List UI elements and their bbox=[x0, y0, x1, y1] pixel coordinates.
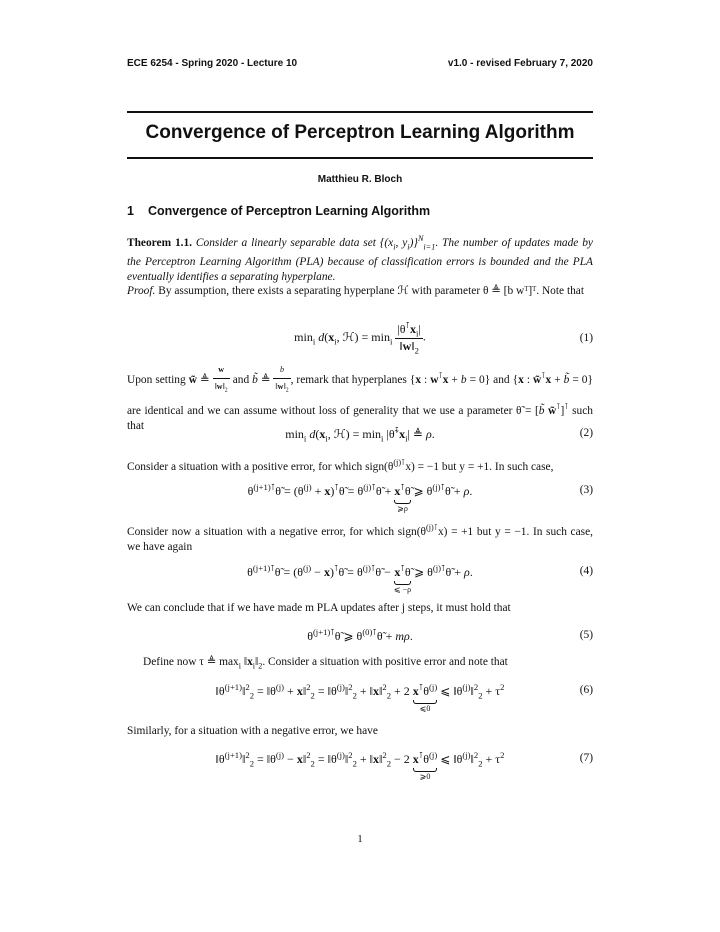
positive-error-tail: x) = −1 but y = +1. In such case, bbox=[405, 460, 554, 473]
equation-3: $\theta^{(j+1)⊺}\thetã = (\theta^{(j)}$ + x)⊺θ̃ = $\theta^{(j)⊺}\thetã$ + x⊺θ̃ ⩾ρ ⩾ $\theta^{(j)⊺}\thetã + \rho$. bbox=[247, 482, 473, 513]
page-number: 1 bbox=[357, 833, 363, 845]
define-paragraph: Define now τ ≜ $\max_i$ $‖x_i‖_2$. Consider a situation with positive error and note that bbox=[143, 656, 508, 671]
section-number: 1 bbox=[127, 204, 134, 218]
positive-error-paragraph: Consider a situation with a positive error, for which $sign(\theta^{(j)⊺}x) = -1$ but y = +1. In such case, bbox=[127, 458, 554, 473]
section-heading bbox=[127, 204, 430, 218]
setting-text-a: Upon setting bbox=[127, 373, 186, 386]
negative-error-text: Consider now a situation with a negative error, for which sign(θ bbox=[127, 525, 426, 538]
proof-paragraph bbox=[127, 284, 593, 300]
setting-text-e: are identical and we can assume without loss of generality that we use a parameter bbox=[127, 404, 513, 417]
equation-6-underbrace-label: ⩽0 bbox=[419, 704, 431, 713]
negative-error-tail: x) = +1 but y = −1. In such case, we have again bbox=[127, 525, 593, 554]
equation-5-number: (5) bbox=[579, 629, 593, 641]
equation-2: $\min_i d(x_i$, ℋ) = $\min_i$ $|\thetã^⊺x_i|$ ≜ ρ. bbox=[285, 425, 435, 444]
positive-error-text: Consider a situation with a positive error, for which sign(θ bbox=[127, 460, 394, 473]
proof-text: By assumption, there exists a separating hyperplane ℋ with parameter θ ≜ [b wᵀ]ᵀ. Note that bbox=[158, 285, 585, 297]
theorem-label: Theorem 1.1. bbox=[127, 236, 193, 249]
title-rule-top bbox=[127, 111, 593, 113]
negative-error-paragraph: Consider now a situation with a negative error, for which $sign(\theta^{(j)⊺}x) = +1$ but y = −1. In such case, we have again bbox=[127, 523, 593, 554]
section-title: Convergence of Perceptron Learning Algorithm bbox=[147, 204, 431, 218]
equation-3-underbrace-label: ⩾ρ bbox=[397, 504, 408, 513]
author: Matthieu R. Bloch bbox=[317, 174, 403, 185]
equation-7-number: (7) bbox=[579, 752, 593, 764]
theorem: Theorem 1.1. Consider a linearly separable data set {($x_i$, $y_i)\}^N_{i=1}$. The number of updates made by the Perceptron Learning Algorithm (PLA) because of classification errors is bounded and the PLA eventually identifies a separating hyperplane. bbox=[127, 234, 593, 284]
define-text: Define now τ ≜ max bbox=[143, 656, 239, 668]
equation-6: $‖\theta^{(j+1)}‖^2_2$ = $‖\theta^{(j)}$ + x‖$^2_2$ = $‖\theta^{(j)}‖^2_2$ + ‖x‖$^2_2$ + 2 $x^⊺\theta^{(j)}$ ⩽0 ⩽ $‖\theta^{(j)}‖^2_2 + \tau^2$ bbox=[215, 682, 505, 713]
similarly-paragraph: Similarly, for a situation with a negative error, we have bbox=[127, 725, 378, 737]
define-tail: . Consider a situation with positive error and note that bbox=[262, 656, 508, 668]
equation-6-number: (6) bbox=[579, 684, 593, 696]
equation-4-number: (4) bbox=[579, 565, 593, 577]
equation-5: $\theta^{(j+1)⊺}\thetã$ ⩾ $\theta^{(0)⊺}\thetã + m\rho$. bbox=[307, 627, 413, 643]
setting-text-f: such that bbox=[127, 404, 593, 432]
equation-3-number: (3) bbox=[579, 484, 593, 496]
equation-7: $‖\theta^{(j+1)}‖^2_2$ = $‖\theta^{(j)}$ − x‖$^2_2$ = $‖\theta^{(j)}‖^2_2$ + ‖x‖$^2_2$ − 2 $x^⊺\theta^{(j)}$ ⩾0 ⩽ $‖\theta^{(j)}‖^2_2 + \tau^2$ bbox=[215, 750, 505, 781]
running-header-right: v1.0 - revised February 7, 2020 bbox=[447, 58, 593, 69]
title-rule-bottom bbox=[127, 157, 593, 159]
equation-1-number: (1) bbox=[579, 332, 593, 344]
equation-7-underbrace-label: ⩾0 bbox=[419, 772, 431, 781]
setting-text-b: and bbox=[232, 373, 250, 386]
running-header-left: ECE 6254 - Spring 2020 - Lecture 10 bbox=[127, 58, 298, 69]
equation-1: $\min_i d(x_i$, ℋ) = $\min_i$ $\frac{|\theta^⊺x_i|}{‖w‖_2}$ . bbox=[294, 320, 426, 356]
theorem-text-1: Consider a linearly separable data set {(x bbox=[195, 236, 394, 249]
setting-text-c: , remark that hyperplanes bbox=[290, 373, 407, 386]
paper-title: Convergence of Perceptron Learning Algorithm bbox=[145, 122, 575, 143]
equation-4-underbrace-label: ⩽ −ρ bbox=[393, 585, 412, 594]
setting-text-d: and bbox=[493, 373, 510, 386]
theorem-text-2: The number of updates made by the Perceptron Learning Algorithm (PLA) because of classification errors is bounded and the PLA eventually identifies a separating hyperplane. bbox=[127, 236, 593, 284]
equation-4: $\theta^{(j+1)⊺}\thetã = (\theta^{(j)}$ − x)⊺θ̃ = $\theta^{(j)⊺}\thetã$ − x⊺θ̃ ⩽ −ρ ⩾ $\theta^{(j)⊺}\thetã + \rho$. bbox=[247, 563, 473, 594]
equation-2-number: (2) bbox=[579, 427, 593, 439]
conclusion-paragraph: We can conclude that if we have made m PLA updates after j steps, it must hold that bbox=[127, 602, 511, 614]
proof-label: Proof. bbox=[127, 285, 156, 297]
setting-paragraph: Upon setting w̃ ≜ $\frac{w}{‖w‖_2}$ and b̃ ≜ $\frac{b}{‖w‖_2}$ , remark that hyperplanes {x : w⊺x + b = 0} and {x : w̃⊺x + b̃ = 0} are identical and we can assume without loss of generality that we use a parameter θ̃ = [b̃ w̃⊺]⊺ such that bbox=[127, 362, 593, 434]
